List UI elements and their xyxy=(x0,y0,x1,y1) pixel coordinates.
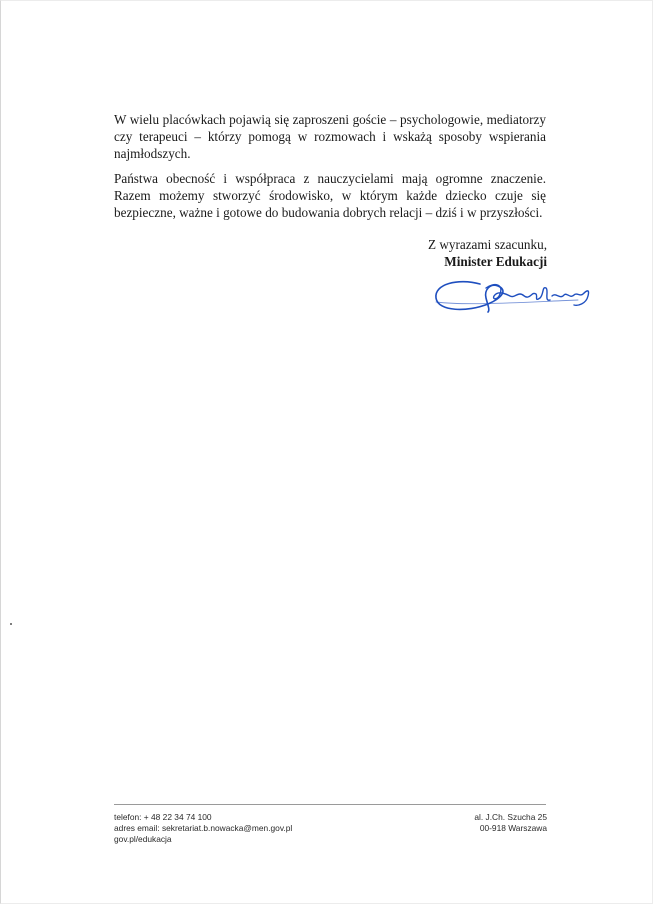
signature-stroke xyxy=(436,282,503,312)
handwritten-signature xyxy=(428,272,598,322)
signer-title: Minister Edukacji xyxy=(444,254,547,269)
footer-address xyxy=(474,812,547,834)
paragraph-2: Państwa obecność i współpraca z nauczycielami mają ogromne znaczenie. Razem możemy stworzyć środowisko, w którym każde dziecko czuje się bezpieczne, ważne i gotowe do budowania dobrych relacji – dziś i w przyszłości. xyxy=(114,171,546,220)
footer-email: adres email: sekretariat.b.nowacka@men.gov.pl xyxy=(114,823,293,833)
signature-stroke xyxy=(436,300,578,304)
footer-divider xyxy=(114,804,546,805)
paragraph-1: W wielu placówkach pojawią się zaproszeni goście – psychologowie, mediatorzy czy terapeuci – którzy pomogą w rozmowach i wskażą sposoby wspierania najmłodszych. xyxy=(114,112,546,161)
footer-website: gov.pl/edukacja xyxy=(114,834,172,844)
footer-contact xyxy=(114,812,292,845)
footer-phone: telefon: + 48 22 34 74 100 xyxy=(114,812,212,822)
letter-body xyxy=(114,111,546,229)
signature-stroke xyxy=(552,291,589,305)
scan-artifact xyxy=(10,623,12,625)
footer-address-city: 00-918 Warszawa xyxy=(479,823,547,833)
footer-address-street: al. J.Ch. Szucha 25 xyxy=(474,812,547,822)
closing-block xyxy=(428,236,547,270)
signature-stroke xyxy=(486,285,550,301)
closing-salutation: Z wyrazami szacunku, xyxy=(427,237,547,252)
